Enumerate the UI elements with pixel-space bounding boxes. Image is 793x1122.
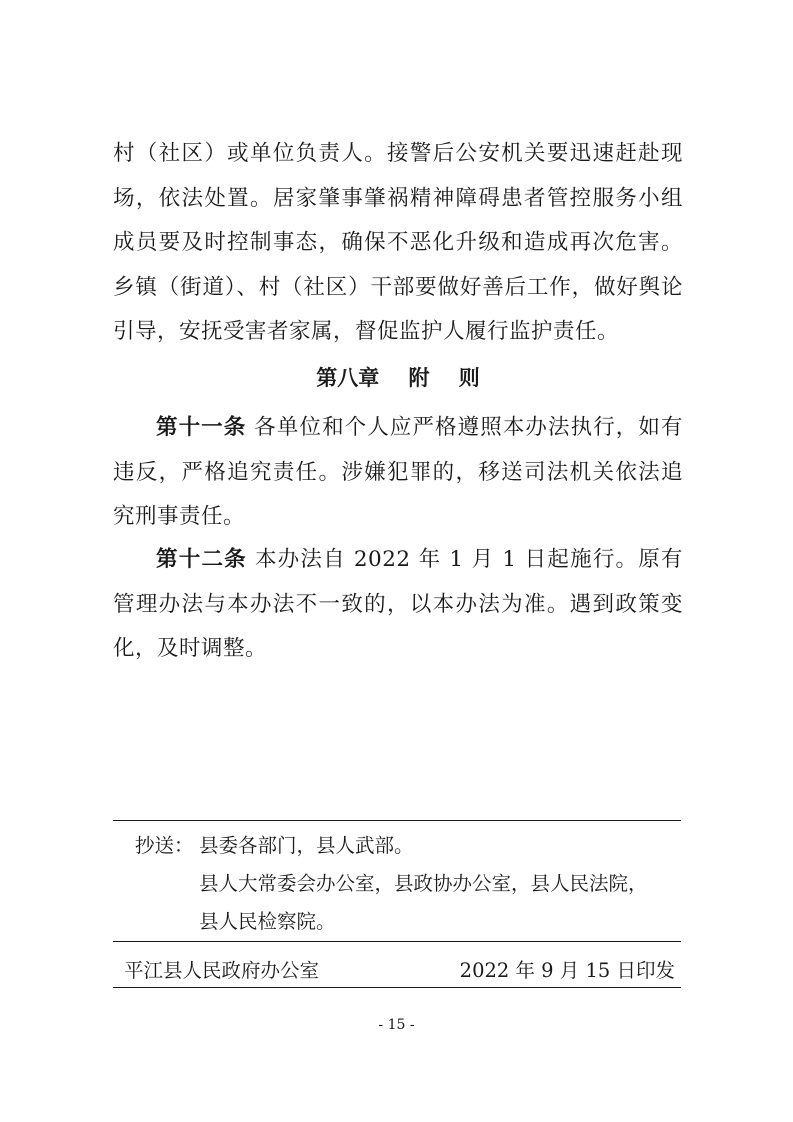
article-12 [113, 538, 683, 672]
article-text: 各单位和个人应严格遵照本办法执行，如有违反，严格追究责任。涉嫌犯罪的，移送司法机关依法追究刑事责任。 [113, 415, 683, 529]
footer-middle-rule [113, 941, 681, 942]
issue-date: 2022 年 9 月 15 日印发 [459, 959, 675, 982]
article-text: 本办法自 2022 年 1 月 1 日起施行。原有管理办法与本办法不一致的，以本办法为准。遇到政策变化，及时调整。 [113, 547, 683, 661]
chapter-heading: 第八章 附 则 [316, 366, 480, 390]
paragraph-continuation: 村（社区）或单位负责人。接警后公安机关要迅速赶赴现场，依法处置。居家肇事肇祸精神障碍患者管控服务小组成员要及时控制事态，确保不恶化升级和造成再次危害。乡镇（街道）、村（社区）干部要做好善后工作，做好舆论引导，安抚受害者家属，督促监护人履行监护责任。 [113, 141, 683, 344]
issuing-office: 平江县人民政府办公室 [124, 959, 320, 982]
footer-bottom-rule [113, 987, 681, 988]
cc-line-1: 县委各部门，县人武部。 [199, 834, 414, 857]
article-paragraph [113, 538, 683, 672]
article-paragraph [113, 406, 683, 540]
footer-top-rule [113, 820, 681, 821]
cc-label: 抄送： [135, 834, 194, 857]
body-text-block [113, 132, 683, 355]
article-11 [113, 406, 683, 540]
cc-line-2: 县人大常委会办公室，县政协办公室，县人民法院， [199, 872, 648, 895]
page-number: - 15 - [378, 1017, 415, 1033]
article-label: 第十一条 [156, 415, 247, 440]
cc-line-3: 县人民检察院。 [199, 910, 336, 933]
article-label: 第十二条 [156, 547, 247, 572]
cc-block [113, 826, 681, 938]
